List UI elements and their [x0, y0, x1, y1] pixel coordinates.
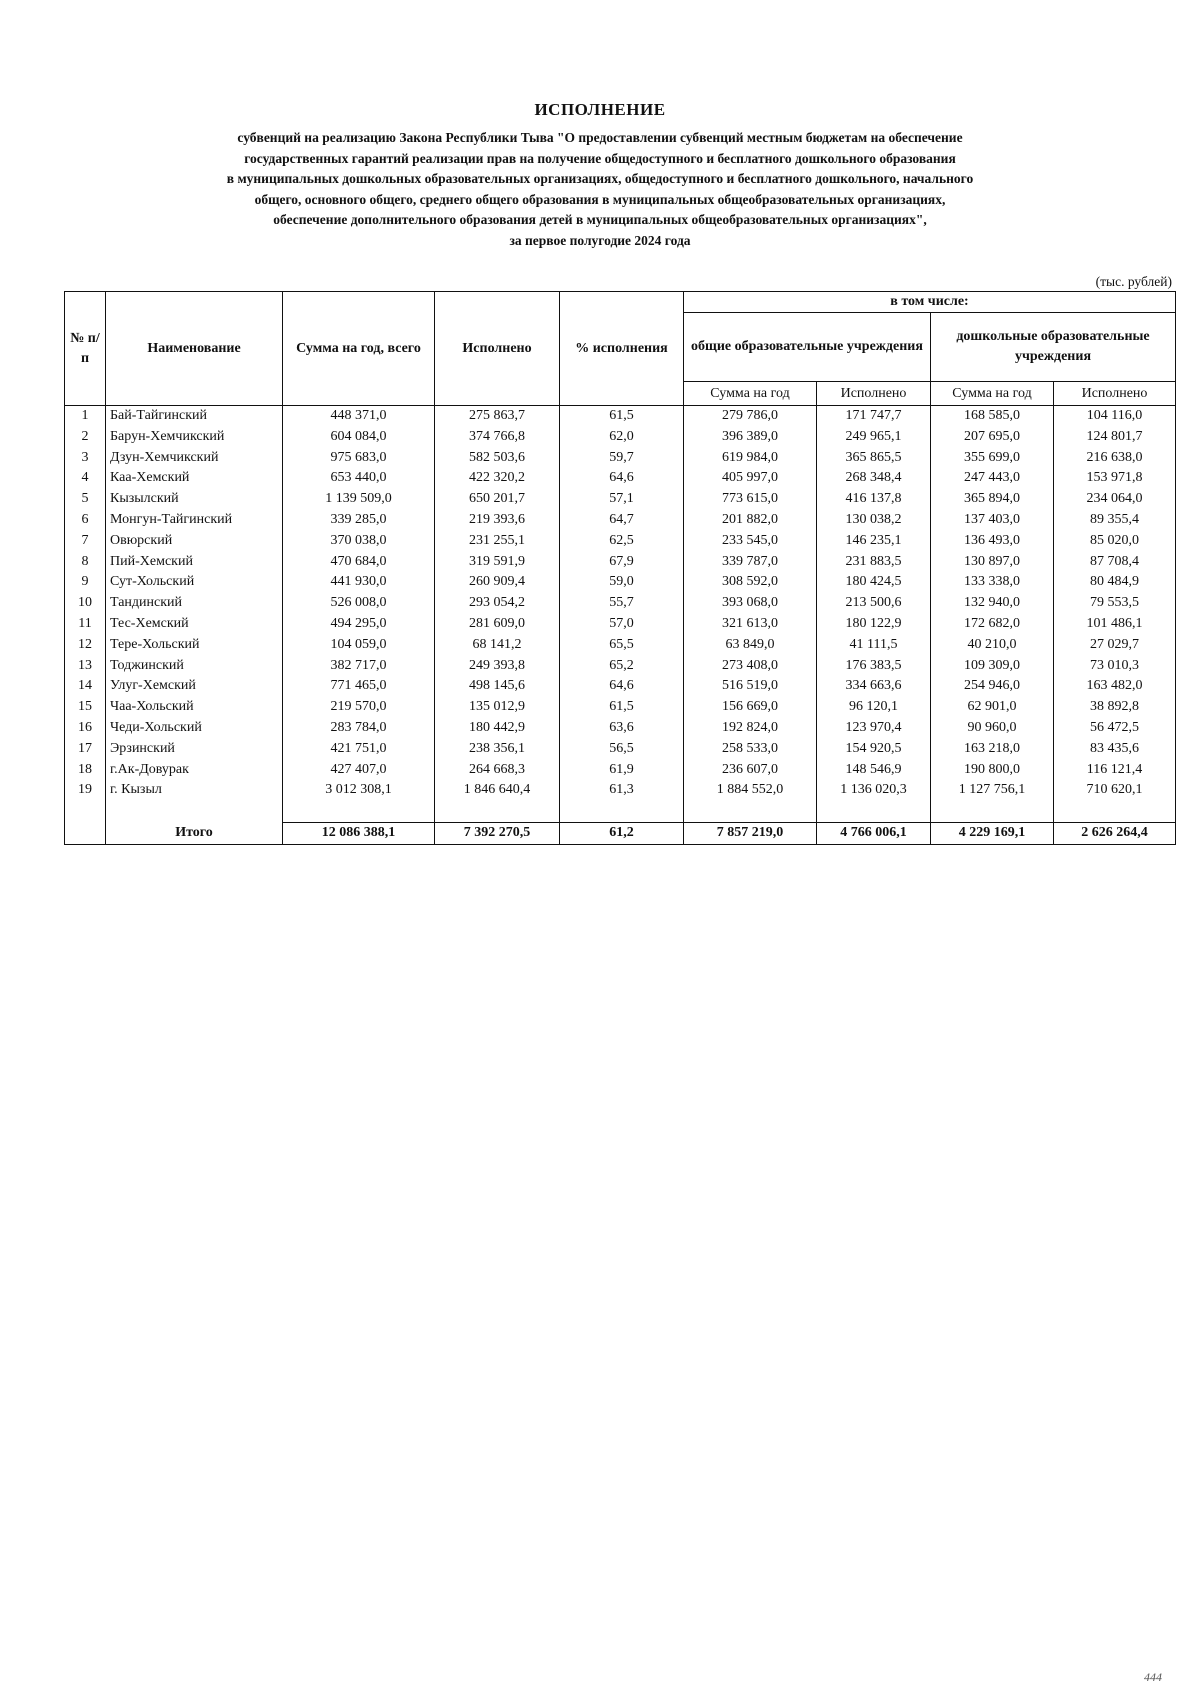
total-year-cell: 427 407,0	[283, 760, 435, 781]
general-sum-cell: 321 613,0	[684, 614, 817, 635]
percent-cell: 63,6	[560, 718, 684, 739]
empty-cell	[817, 801, 931, 822]
percent-cell: 62,5	[560, 531, 684, 552]
preschool-sum-cell: 109 309,0	[931, 656, 1054, 677]
preschool-executed-cell: 83 435,6	[1054, 739, 1176, 760]
district-name: Тоджинский	[106, 656, 283, 677]
general-sum-cell: 516 519,0	[684, 676, 817, 697]
district-name: Бай-Тайгинский	[106, 406, 283, 427]
total-year-cell: 339 285,0	[283, 510, 435, 531]
empty-cell	[1054, 801, 1176, 822]
empty-cell	[106, 801, 283, 822]
empty-cell	[435, 801, 560, 822]
general-executed-cell: 180 424,5	[817, 572, 931, 593]
general-sum-cell: 1 884 552,0	[684, 780, 817, 801]
table-row	[65, 697, 1176, 718]
table-row	[65, 656, 1176, 677]
general-sum-cell: 405 997,0	[684, 468, 817, 489]
row-number: 11	[65, 614, 106, 635]
district-name: г.Ак-Довурак	[106, 760, 283, 781]
general-sum-cell: 273 408,0	[684, 656, 817, 677]
header-num: № п/п	[65, 292, 106, 406]
district-name: Каа-Хемский	[106, 468, 283, 489]
district-name: Монгун-Тайгинский	[106, 510, 283, 531]
header-general-schools: общие образовательные учреждения	[684, 313, 931, 382]
header-general-sum-year: Сумма на год	[684, 382, 817, 406]
row-number: 7	[65, 531, 106, 552]
table-row	[65, 427, 1176, 448]
preschool-sum-cell: 247 443,0	[931, 468, 1054, 489]
district-name: Барун-Хемчикский	[106, 427, 283, 448]
preschool-sum-cell: 172 682,0	[931, 614, 1054, 635]
general-executed-cell: 365 865,5	[817, 448, 931, 469]
district-name: г. Кызыл	[106, 780, 283, 801]
general-sum-cell: 63 849,0	[684, 635, 817, 656]
general-executed-cell: 123 970,4	[817, 718, 931, 739]
general-executed-cell: 148 546,9	[817, 760, 931, 781]
subtitle-line: обеспечение дополнительного образования детей в муниципальных общеобразовательных организациях",	[273, 212, 927, 227]
table-row	[65, 760, 1176, 781]
preschool-sum-cell: 130 897,0	[931, 552, 1054, 573]
preschool-executed-cell: 710 620,1	[1054, 780, 1176, 801]
header-name: Наименование	[106, 292, 283, 406]
district-name: Овюрский	[106, 531, 283, 552]
header-preschool-sum-year: Сумма на год	[931, 382, 1054, 406]
general-sum-cell: 773 615,0	[684, 489, 817, 510]
general-sum-cell: 339 787,0	[684, 552, 817, 573]
empty-cell	[283, 801, 435, 822]
table-row	[65, 489, 1176, 510]
table-row	[65, 510, 1176, 531]
preschool-sum-cell: 40 210,0	[931, 635, 1054, 656]
executed-cell: 264 668,3	[435, 760, 560, 781]
preschool-executed-cell: 116 121,4	[1054, 760, 1176, 781]
units-label: (тыс. рублей)	[1095, 274, 1172, 289]
preschool-executed-cell: 163 482,0	[1054, 676, 1176, 697]
row-number: 12	[65, 635, 106, 656]
row-number: 9	[65, 572, 106, 593]
general-executed-cell: 180 122,9	[817, 614, 931, 635]
general-sum-cell: 258 533,0	[684, 739, 817, 760]
row-number: 16	[65, 718, 106, 739]
executed-cell: 68 141,2	[435, 635, 560, 656]
preschool-sum-cell: 137 403,0	[931, 510, 1054, 531]
row-number: 18	[65, 760, 106, 781]
general-executed-cell: 41 111,5	[817, 635, 931, 656]
preschool-executed-cell: 153 971,8	[1054, 468, 1176, 489]
total-executed: 7 392 270,5	[435, 822, 560, 844]
percent-cell: 57,0	[560, 614, 684, 635]
preschool-sum-cell: 168 585,0	[931, 406, 1054, 427]
spacer-row	[65, 801, 1176, 822]
percent-cell: 56,5	[560, 739, 684, 760]
percent-cell: 61,5	[560, 406, 684, 427]
preschool-sum-cell: 163 218,0	[931, 739, 1054, 760]
general-executed-cell: 96 120,1	[817, 697, 931, 718]
total-preschool-sum: 4 229 169,1	[931, 822, 1054, 844]
table-row	[65, 676, 1176, 697]
preschool-sum-cell: 133 338,0	[931, 572, 1054, 593]
percent-cell: 62,0	[560, 427, 684, 448]
header-general-executed: Исполнено	[817, 382, 931, 406]
executed-cell: 135 012,9	[435, 697, 560, 718]
preschool-executed-cell: 27 029,7	[1054, 635, 1176, 656]
row-number: 3	[65, 448, 106, 469]
preschool-sum-cell: 190 800,0	[931, 760, 1054, 781]
general-executed-cell: 1 136 020,3	[817, 780, 931, 801]
general-executed-cell: 213 500,6	[817, 593, 931, 614]
header-including: в том числе:	[684, 292, 1176, 313]
total-year-cell: 604 084,0	[283, 427, 435, 448]
header-total-year: Сумма на год, всего	[283, 292, 435, 406]
subtitle-line: в муниципальных дошкольных образовательных организациях, общедоступного и бесплатного дошкольного, начального	[226, 171, 974, 186]
table-row	[65, 635, 1176, 656]
preschool-executed-cell: 80 484,9	[1054, 572, 1176, 593]
percent-cell: 64,6	[560, 676, 684, 697]
district-name: Дзун-Хемчикский	[106, 448, 283, 469]
preschool-executed-cell: 85 020,0	[1054, 531, 1176, 552]
general-sum-cell: 308 592,0	[684, 572, 817, 593]
executed-cell: 582 503,6	[435, 448, 560, 469]
row-number: 2	[65, 427, 106, 448]
row-number: 15	[65, 697, 106, 718]
executed-cell: 231 255,1	[435, 531, 560, 552]
total-percent: 61,2	[560, 822, 684, 844]
executed-cell: 219 393,6	[435, 510, 560, 531]
executed-cell: 422 320,2	[435, 468, 560, 489]
table-row	[65, 531, 1176, 552]
general-sum-cell: 393 068,0	[684, 593, 817, 614]
executed-cell: 275 863,7	[435, 406, 560, 427]
executed-cell: 293 054,2	[435, 593, 560, 614]
preschool-sum-cell: 62 901,0	[931, 697, 1054, 718]
total-year-cell: 448 371,0	[283, 406, 435, 427]
preschool-sum-cell: 1 127 756,1	[931, 780, 1054, 801]
executed-cell: 260 909,4	[435, 572, 560, 593]
general-executed-cell: 268 348,4	[817, 468, 931, 489]
general-sum-cell: 156 669,0	[684, 697, 817, 718]
executed-cell: 1 846 640,4	[435, 780, 560, 801]
preschool-executed-cell: 89 355,4	[1054, 510, 1176, 531]
general-executed-cell: 176 383,5	[817, 656, 931, 677]
percent-cell: 67,9	[560, 552, 684, 573]
preschool-sum-cell: 254 946,0	[931, 676, 1054, 697]
header-executed: Исполнено	[435, 292, 560, 406]
percent-cell: 61,9	[560, 760, 684, 781]
total-year-cell: 653 440,0	[283, 468, 435, 489]
row-number: 10	[65, 593, 106, 614]
general-executed-cell: 231 883,5	[817, 552, 931, 573]
header-percent: % исполнения	[560, 292, 684, 406]
total-year-cell: 1 139 509,0	[283, 489, 435, 510]
executed-cell: 180 442,9	[435, 718, 560, 739]
preschool-sum-cell: 136 493,0	[931, 531, 1054, 552]
preschool-executed-cell: 101 486,1	[1054, 614, 1176, 635]
preschool-sum-cell: 132 940,0	[931, 593, 1054, 614]
general-executed-cell: 249 965,1	[817, 427, 931, 448]
empty-cell	[931, 801, 1054, 822]
executed-cell: 374 766,8	[435, 427, 560, 448]
district-name: Пий-Хемский	[106, 552, 283, 573]
percent-cell: 65,5	[560, 635, 684, 656]
district-name: Улуг-Хемский	[106, 676, 283, 697]
executed-cell: 281 609,0	[435, 614, 560, 635]
total-year-cell: 382 717,0	[283, 656, 435, 677]
total-year-cell: 421 751,0	[283, 739, 435, 760]
general-sum-cell: 233 545,0	[684, 531, 817, 552]
total-year-cell: 283 784,0	[283, 718, 435, 739]
preschool-sum-cell: 207 695,0	[931, 427, 1054, 448]
general-sum-cell: 619 984,0	[684, 448, 817, 469]
district-name: Тандинский	[106, 593, 283, 614]
preschool-sum-cell: 365 894,0	[931, 489, 1054, 510]
percent-cell: 59,0	[560, 572, 684, 593]
percent-cell: 59,7	[560, 448, 684, 469]
total-year-cell: 3 012 308,1	[283, 780, 435, 801]
subtitle-line: за первое полугодие 2024 года	[509, 232, 691, 248]
district-name: Тес-Хемский	[106, 614, 283, 635]
subtitle-line: общего, основного общего, среднего общего образования в муниципальных общеобразовательных организациях,	[254, 191, 946, 207]
percent-cell: 64,7	[560, 510, 684, 531]
document-subtitle	[120, 128, 1080, 251]
total-year-sum: 12 086 388,1	[283, 822, 435, 844]
total-label: Итого	[106, 822, 283, 844]
row-number: 6	[65, 510, 106, 531]
executed-cell: 249 393,8	[435, 656, 560, 677]
district-name: Сут-Хольский	[106, 572, 283, 593]
general-executed-cell: 171 747,7	[817, 406, 931, 427]
table-row	[65, 468, 1176, 489]
preschool-executed-cell: 104 116,0	[1054, 406, 1176, 427]
executed-cell: 319 591,9	[435, 552, 560, 573]
empty-cell	[684, 801, 817, 822]
table-row	[65, 552, 1176, 573]
general-sum-cell: 201 882,0	[684, 510, 817, 531]
percent-cell: 61,3	[560, 780, 684, 801]
table-row	[65, 448, 1176, 469]
total-year-cell: 470 684,0	[283, 552, 435, 573]
table-row	[65, 780, 1176, 801]
total-row	[65, 822, 1176, 844]
table-row	[65, 593, 1176, 614]
general-executed-cell: 334 663,6	[817, 676, 931, 697]
district-name: Чеди-Хольский	[106, 718, 283, 739]
row-number: 8	[65, 552, 106, 573]
table-body	[65, 406, 1176, 845]
percent-cell: 57,1	[560, 489, 684, 510]
header-preschools: дошкольные образовательные учреждения	[931, 313, 1176, 382]
document-title: ИСПОЛНЕНИЕ	[534, 100, 666, 119]
table-row	[65, 572, 1176, 593]
general-sum-cell: 192 824,0	[684, 718, 817, 739]
general-sum-cell: 279 786,0	[684, 406, 817, 427]
row-number: 13	[65, 656, 106, 677]
total-year-cell: 771 465,0	[283, 676, 435, 697]
general-sum-cell: 236 607,0	[684, 760, 817, 781]
total-num-cell	[65, 822, 106, 844]
preschool-sum-cell: 90 960,0	[931, 718, 1054, 739]
table-row	[65, 406, 1176, 427]
preschool-sum-cell: 355 699,0	[931, 448, 1054, 469]
executed-cell: 498 145,6	[435, 676, 560, 697]
total-year-cell: 526 008,0	[283, 593, 435, 614]
preschool-executed-cell: 216 638,0	[1054, 448, 1176, 469]
subtitle-line: субвенций на реализацию Закона Республики Тыва "О предоставлении субвенций местным бюджетам на обеспечение	[237, 130, 963, 145]
total-year-cell: 441 930,0	[283, 572, 435, 593]
district-name: Чаа-Хольский	[106, 697, 283, 718]
percent-cell: 65,2	[560, 656, 684, 677]
header-preschool-executed: Исполнено	[1054, 382, 1176, 406]
table-row	[65, 739, 1176, 760]
empty-cell	[65, 801, 106, 822]
row-number: 14	[65, 676, 106, 697]
general-sum-cell: 396 389,0	[684, 427, 817, 448]
district-name: Кызылский	[106, 489, 283, 510]
empty-cell	[560, 801, 684, 822]
row-number: 4	[65, 468, 106, 489]
total-year-cell: 975 683,0	[283, 448, 435, 469]
percent-cell: 55,7	[560, 593, 684, 614]
executed-cell: 650 201,7	[435, 489, 560, 510]
percent-cell: 61,5	[560, 697, 684, 718]
district-name: Эрзинский	[106, 739, 283, 760]
percent-cell: 64,6	[560, 468, 684, 489]
row-number: 1	[65, 406, 106, 427]
page-number: 444	[1144, 1670, 1162, 1684]
subtitle-line: государственных гарантий реализации прав на получение общедоступного и бесплатного дошкольного образования	[244, 150, 956, 166]
executed-cell: 238 356,1	[435, 739, 560, 760]
total-year-cell: 494 295,0	[283, 614, 435, 635]
subventions-table	[64, 291, 1176, 845]
general-executed-cell: 130 038,2	[817, 510, 931, 531]
preschool-executed-cell: 234 064,0	[1054, 489, 1176, 510]
total-general-executed: 4 766 006,1	[817, 822, 931, 844]
preschool-executed-cell: 38 892,8	[1054, 697, 1176, 718]
total-year-cell: 219 570,0	[283, 697, 435, 718]
general-executed-cell: 154 920,5	[817, 739, 931, 760]
district-name: Тере-Хольский	[106, 635, 283, 656]
preschool-executed-cell: 87 708,4	[1054, 552, 1176, 573]
preschool-executed-cell: 73 010,3	[1054, 656, 1176, 677]
general-executed-cell: 416 137,8	[817, 489, 931, 510]
table-row	[65, 614, 1176, 635]
preschool-executed-cell: 79 553,5	[1054, 593, 1176, 614]
row-number: 17	[65, 739, 106, 760]
preschool-executed-cell: 124 801,7	[1054, 427, 1176, 448]
total-year-cell: 104 059,0	[283, 635, 435, 656]
row-number: 5	[65, 489, 106, 510]
total-general-sum: 7 857 219,0	[684, 822, 817, 844]
row-number: 19	[65, 780, 106, 801]
total-preschool-executed: 2 626 264,4	[1054, 822, 1176, 844]
preschool-executed-cell: 56 472,5	[1054, 718, 1176, 739]
table-row	[65, 718, 1176, 739]
general-executed-cell: 146 235,1	[817, 531, 931, 552]
total-year-cell: 370 038,0	[283, 531, 435, 552]
